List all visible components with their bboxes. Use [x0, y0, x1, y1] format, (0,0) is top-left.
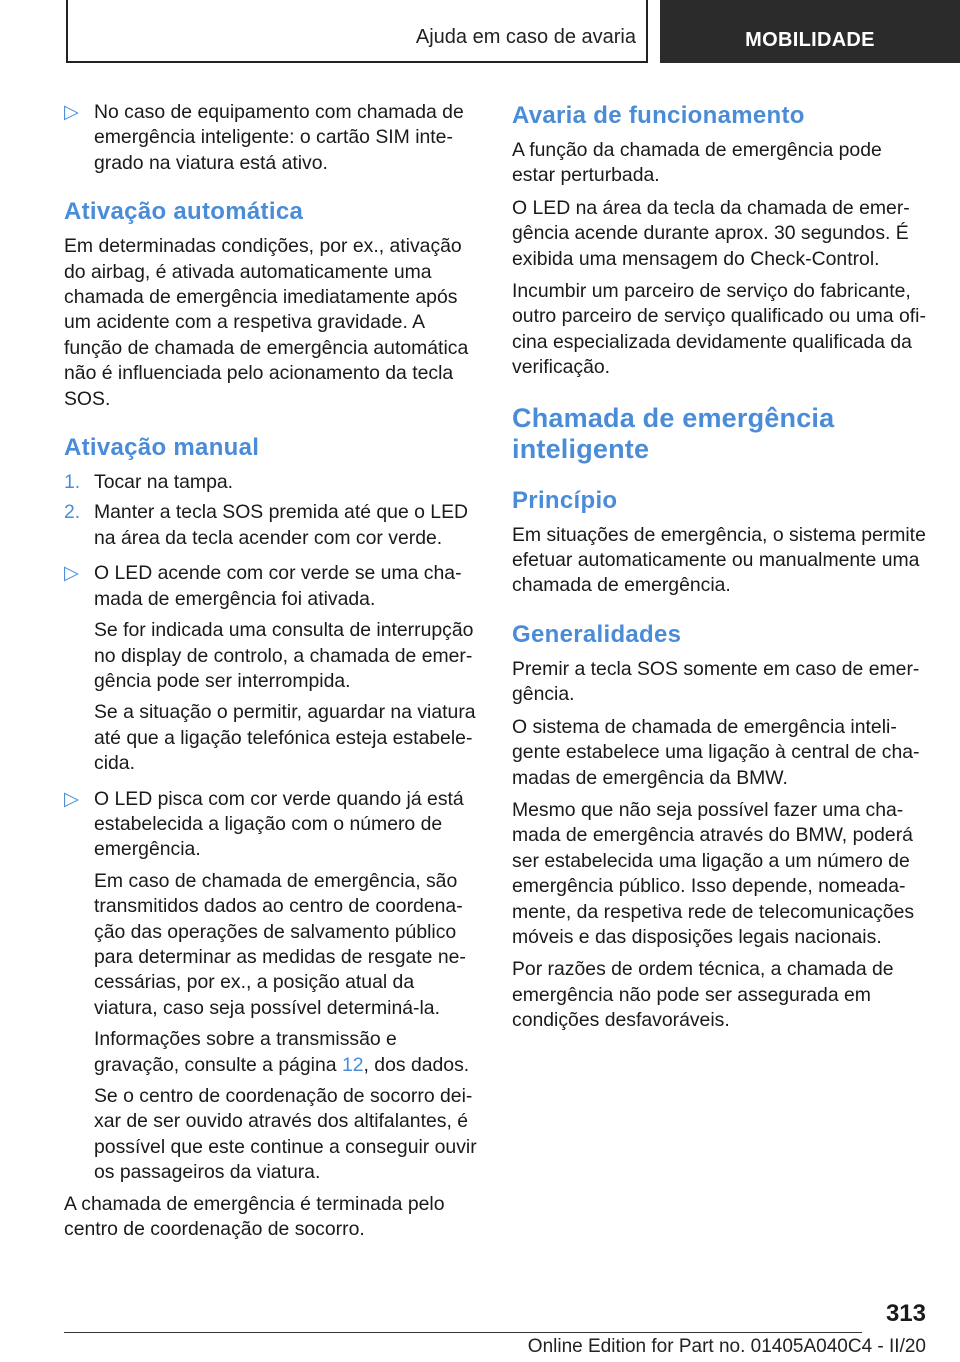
section-heading-malfunction: Avaria de funcionamento — [512, 102, 805, 129]
paragraph: A chamada de emergência é terminada pelo centro de coordenação de socorro. — [64, 1192, 445, 1241]
left-column — [64, 100, 478, 1249]
subparagraph-text: , dos dados. — [363, 1053, 470, 1076]
paragraph: Em situações de emergência, o sistema permite efetuar automaticamente ou manualmente uma chamada de emergência. — [512, 523, 926, 597]
section-heading-auto: Ativação automática — [64, 198, 304, 226]
paragraph: O LED na área da tecla da chamada de emergência acende durante aprox. 30 segundos. É exibida uma mensagem do Check-Control. — [512, 196, 910, 270]
bullet-subparagraph: Se a situação o permitir, aguardar na viatura até que a ligação telefónica esteja estabelecida. — [94, 701, 476, 775]
section-heading-general: Generalidades — [512, 620, 682, 648]
step-number: 1. — [64, 471, 81, 494]
bullet-text: No caso de equipamento com chamada de emergência inteligente: o cartão SIM integrado na viatura está ativo. — [94, 101, 464, 174]
list-item — [64, 787, 478, 1186]
paragraph: A função da chamada de emergência pode estar perturbada. — [512, 139, 882, 187]
list-item — [64, 100, 478, 176]
header-tab-mobilidade[interactable]: MOBILIDADE — [660, 0, 960, 63]
bullet-subparagraph: Se o centro de coordenação de socorro deixar de ser ouvido através dos altifalantes, é possível que este continue a conseguir ouvir os passageiros da viatura. — [94, 1085, 477, 1184]
paragraph: Por razões de ordem técnica, a chamada de emergência não pode ser assegurada em condições desfavoráveis. — [512, 958, 894, 1032]
paragraph: Premir a tecla SOS somente em caso de emergência. — [512, 657, 920, 706]
triangle-bullet-icon: ▷ — [64, 101, 79, 123]
bullet-text: O LED acende com cor verde se uma chamada de emergência foi ativada. — [94, 562, 462, 610]
bullet-text: O LED pisca com cor verde quando já está estabelecida a ligação com o número de emergência. — [94, 787, 464, 861]
right-column — [512, 100, 926, 1041]
paragraph: Incumbir um parceiro de serviço do fabricante, outro parceiro de serviço qualificado ou uma oficina especializada devidamente qualificada da verificação. — [512, 280, 926, 379]
triangle-bullet-icon: ▷ — [64, 562, 79, 585]
header-section-title: Ajuda em caso de avaria — [415, 26, 636, 48]
step-text: Tocar na tampa. — [94, 471, 234, 494]
bullet-subparagraph: Se for indicada uma consulta de interrupção no display de controlo, a chamada de emergência pode ser interrompida. — [94, 619, 474, 692]
subparagraph-text: Informações sobre a transmissão e gravação, consulte a página — [94, 1028, 397, 1076]
section-heading-manual: Ativação manual — [64, 434, 260, 462]
list-item — [64, 561, 478, 776]
chapter-heading: Chamada de emergência inteligente — [512, 402, 835, 464]
page-reference-link[interactable]: 12 — [341, 1053, 364, 1076]
paragraph: O sistema de chamada de emergência inteligente estabelece uma ligação à central de chamadas de emergência da BMW. — [512, 715, 920, 789]
step-number: 2. — [64, 501, 81, 524]
footer-edition: Online Edition for Part no. 01405A040C4 - II/20 — [527, 1336, 926, 1357]
footer-divider — [64, 1332, 862, 1333]
paragraph: Mesmo que não seja possível fazer uma chamada de emergência através do BMW, poderá ser estabelecida uma ligação a um número de emergência público. Isso depende, nomeadamente, da respetiva rede de telecomunicações móveis e das disposições legais nacionais. — [512, 798, 915, 948]
bullet-subparagraph — [94, 1027, 478, 1078]
step-item — [64, 470, 478, 495]
paragraph: Em determinadas condições, por ex., ativação do airbag, é ativada automaticamente uma chamada de emergência imediatamente após um acidente com a respetiva gravidade. A função de chamada de emergência automática não é influenciada pelo acionamento da tecla SOS. — [64, 235, 469, 410]
section-heading-principle: Princípio — [512, 486, 618, 514]
step-item — [64, 500, 478, 551]
bullet-subparagraph: Em caso de chamada de emergência, são transmitidos dados ao centro de coordenação das operações de salvamento público para determinar as medidas de resgate necessárias, por ex., a posição atual da viatura, caso seja possível determiná-la. — [94, 869, 466, 1019]
step-text: Manter a tecla SOS premida até que o LED na área da tecla acender com cor verde. — [94, 501, 469, 549]
page-number: 313 — [885, 1300, 926, 1327]
triangle-bullet-icon: ▷ — [64, 787, 79, 810]
